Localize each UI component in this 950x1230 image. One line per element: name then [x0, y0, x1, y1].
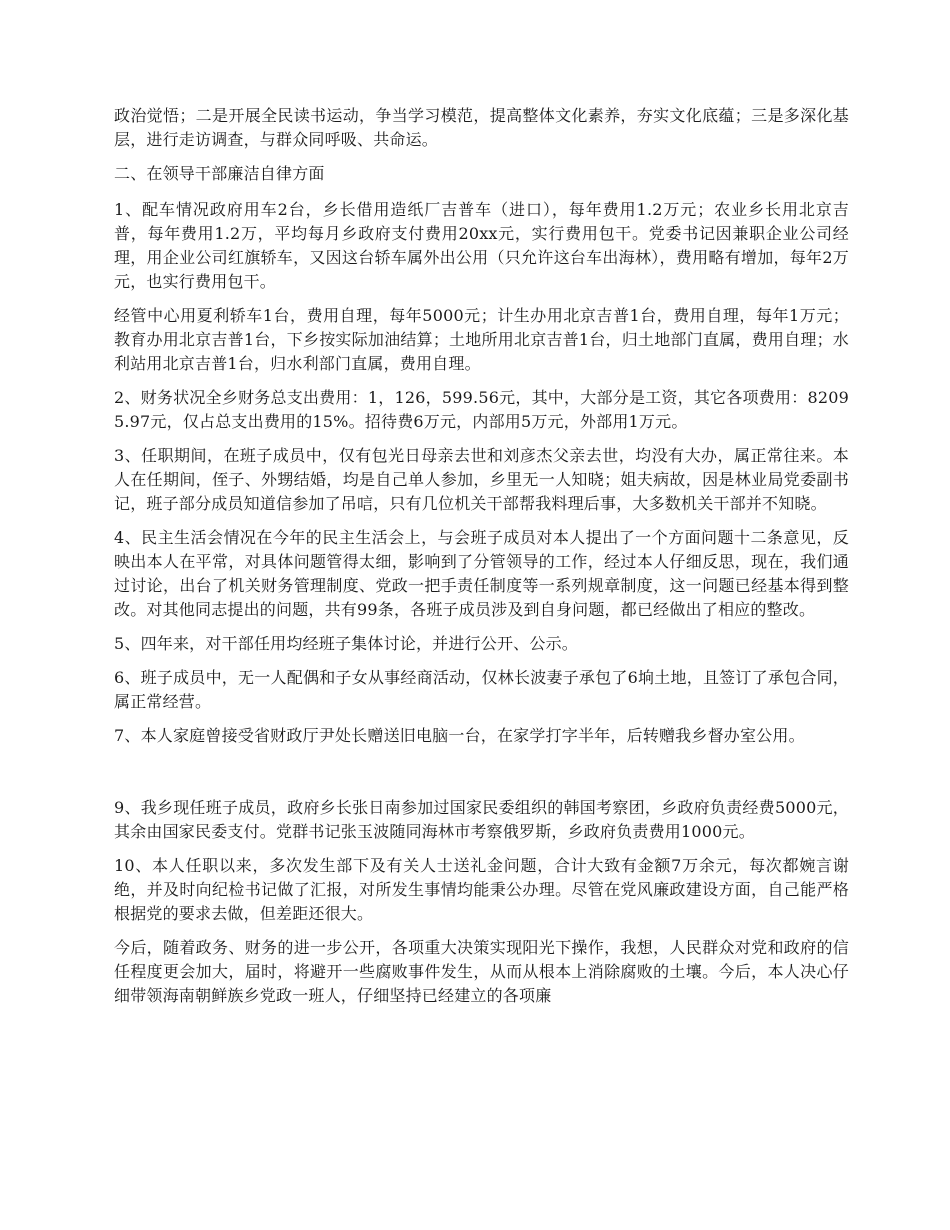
paragraph-gift-refusal: 10、本人任职以来，多次发生部下及有关人士送礼金问题，合计大致有金额7万余元，每次都婉言谢绝，并及时向纪检书记做了汇报，对所发生事情均能秉公办理。尽管在党风廉政建设方面，自己能严格根据党的要求去做，但差距还很大。 — [114, 856, 849, 923]
paragraph-overseas-visits: 9、我乡现任班子成员，政府乡长张日南参加过国家民委组织的韩国考察团，乡政府负责经费5000元，其余由国家民委支付。党群书记张玉波随同海林市考察俄罗斯，乡政府负责费用1000元。 — [114, 798, 849, 841]
document-page — [114, 104, 849, 1018]
paragraph-democratic-meeting: 4、民主生活会情况在今年的民主生活会上，与会班子成员对本人提出了一个方面问题十二条意见，反映出本人在平常，对具体问题管得太细，影响到了分管领导的工作，经过本人仔细反思，现在，我们通过讨论，出台了机关财务管理制度、党政一把手责任制度等一系列规章制度，这一问题已经基本得到整改。对其他同志提出的问题，共有99条，各班子成员涉及到自身问题，都已经做出了相应的整改。 — [114, 528, 849, 619]
paragraph-tenure-events: 3、任职期间，在班子成员中，仅有包光日母亲去世和刘彦杰父亲去世，均没有大办，属正常往来。本人在任期间，侄子、外甥结婚，均是自己单人参加，乡里无一人知晓；姐夫病故，因是林业局党委副书记，班子部分成员知道信参加了吊唁，只有几位机关干部帮我料理后事，大多数机关干部并不知晓。 — [114, 446, 849, 513]
section-heading-integrity: 二、在领导干部廉洁自律方面 — [114, 164, 325, 183]
paragraph-financial-status: 2、财务状况全乡财务总支出费用：1，126，599.56元，其中，大部分是工资，其它各项费用：82095.97元，仅占总支出费用的15%。招待费6万元，内部用5万元，外部用1万元。 — [114, 388, 849, 431]
paragraph-vehicle-departments: 经管中心用夏利轿车1台，费用自理，每年5000元；计生办用北京吉普1台，费用自理，每年1万元；教育办用北京吉普1台，下乡按实际加油结算；土地所用北京吉普1台，归土地部门直属，费用自理；水利站用北京吉普1台，归水利部门直属，费用自理。 — [114, 306, 849, 373]
paragraph-future-plans: 今后，随着政务、财务的进一步公开，各项重大决策实现阳光下操作，我想，人民群众对党和政府的信任程度更会加大，届时，将避开一些腐败事件发生，从而从根本上消除腐败的土壤。今后，本人决心仔细带领海南朝鲜族乡党政一班人，仔细坚持已经建立的各项廉 — [114, 938, 849, 1005]
paragraph-computer-gift: 7、本人家庭曾接受省财政厅尹处长赠送旧电脑一台，在家学打字半年，后转赠我乡督办室公用。 — [114, 726, 805, 745]
paragraph-vehicle-usage: 1、配车情况政府用车2台，乡长借用造纸厂吉普车（进口），每年费用1.2万元；农业乡长用北京吉普，每年费用1.2万，平均每月乡政府支付费用20xx元，实行费用包干。党委书记因兼职企业公司经理，用企业公司红旗轿车，又因这台轿车属外出公用（只允许这台车出海林），费用略有增加，每年2万元，也实行费用包干。 — [114, 200, 849, 291]
paragraph-cadre-appointment: 5、四年来，对干部任用均经班子集体讨论，并进行公开、公示。 — [114, 634, 578, 653]
paragraph-political-awareness: 政治觉悟；二是开展全民读书运动，争当学习模范，提高整体文化素养，夯实文化底蕴；三是多深化基层，进行走访调查，与群众同呼吸、共命运。 — [114, 106, 849, 149]
blank-gap — [114, 758, 849, 796]
paragraph-family-business: 6、班子成员中，无一人配偶和子女从事经商活动，仅林长波妻子承包了6垧土地，且签订了承包合同，属正常经营。 — [114, 668, 849, 711]
